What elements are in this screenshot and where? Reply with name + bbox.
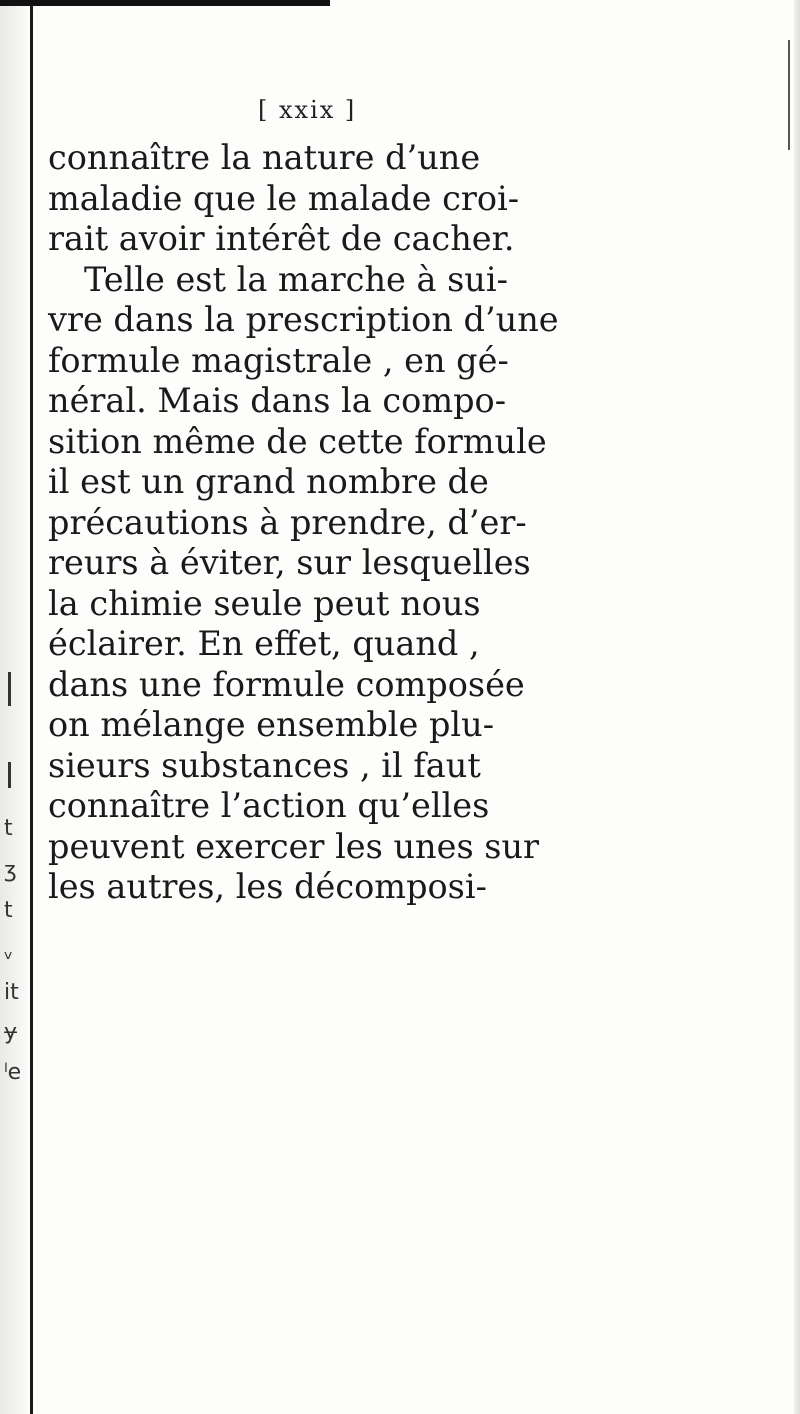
running-head: [ xxix ] xyxy=(258,96,357,124)
text-line: les autres, les décomposi- xyxy=(48,867,487,906)
margin-mark: ɏ xyxy=(4,1020,18,1045)
margin-bar xyxy=(8,762,11,788)
margin-marks xyxy=(0,0,30,1414)
text-line: rait avoir intérêt de cacher. xyxy=(48,219,515,258)
margin-mark: ˡe xyxy=(4,1060,22,1085)
text-line: on mélange ensemble plu- xyxy=(48,705,495,744)
text-line: maladie que le malade croi- xyxy=(48,178,520,218)
margin-mark: ʒ xyxy=(4,858,17,883)
text-line: reurs à éviter, sur lesquelles xyxy=(48,543,531,582)
text-line: sieurs substances , il faut xyxy=(48,745,481,785)
margin-mark: ᵥ xyxy=(4,940,14,965)
text-line: précautions à prendre, d’er- xyxy=(48,502,527,542)
text-line: peuvent exercer les unes sur xyxy=(48,826,540,866)
text-line: connaître la nature d’une xyxy=(48,138,481,177)
body-text xyxy=(48,138,748,908)
text-line: vre dans la prescription d’une xyxy=(48,300,559,339)
text-line: il est un grand nombre de xyxy=(48,462,489,501)
margin-mark: t xyxy=(4,898,13,923)
text-line: sition même de cette formule xyxy=(48,421,547,461)
right-edge-mark xyxy=(788,40,790,150)
right-page-edge xyxy=(794,0,800,1414)
text-line: néral. Mais dans la compo- xyxy=(48,381,507,420)
binding-edge-line xyxy=(30,0,33,1414)
margin-bar xyxy=(8,672,11,706)
text-line: la chimie seule peut nous xyxy=(48,583,481,623)
paragraph-start-line: Telle est la marche à sui- xyxy=(84,259,508,299)
text-line: formule magistrale , en gé- xyxy=(48,340,509,380)
text-line: dans une formule composée xyxy=(48,664,525,704)
margin-mark: it xyxy=(4,980,19,1005)
margin-mark: t xyxy=(4,816,13,841)
text-line: éclairer. En effet, quand , xyxy=(48,624,480,663)
top-edge-shadow xyxy=(0,0,330,6)
text-line: connaître l’action qu’elles xyxy=(48,786,490,825)
